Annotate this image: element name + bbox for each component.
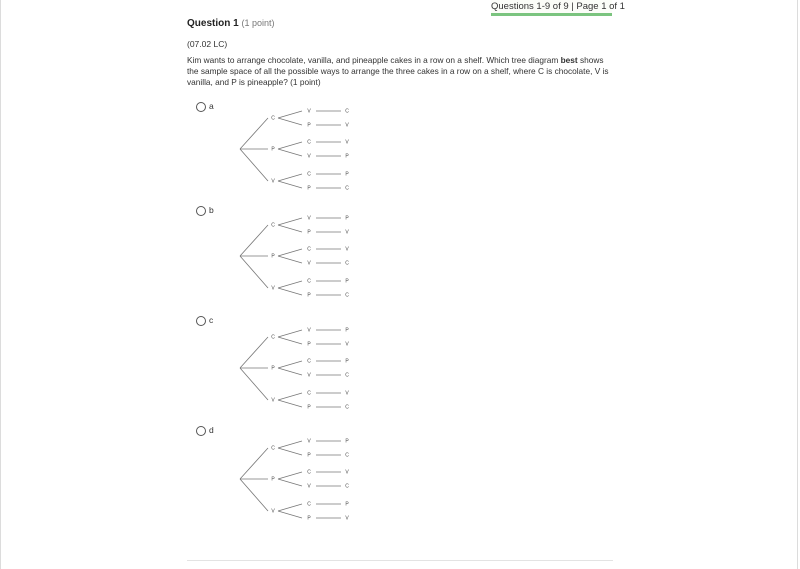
tree-node-level3: C bbox=[345, 452, 349, 459]
tree-node-level2: P bbox=[307, 122, 311, 129]
tree-node-level1: P bbox=[271, 146, 275, 153]
option-b-radio[interactable] bbox=[196, 206, 206, 216]
tree-branch-line bbox=[278, 174, 302, 181]
tree-node-level2: V bbox=[307, 108, 311, 115]
tree-node-level2: P bbox=[307, 515, 311, 522]
option-b-tree-diagram bbox=[230, 207, 370, 305]
tree-node-level2: V bbox=[307, 260, 311, 267]
tree-branch-line bbox=[240, 368, 268, 400]
option-d-tree-diagram bbox=[230, 430, 370, 528]
tree-node-level2: V bbox=[307, 372, 311, 379]
tree-branch-line bbox=[278, 142, 302, 149]
tree-node-level2: P bbox=[307, 404, 311, 411]
question-text-part: Kim wants to arrange chocolate, vanilla, and pineapple cakes in a row on a shelf. Which tree diagram bbox=[187, 55, 561, 65]
tree-branch-line bbox=[240, 256, 268, 288]
tree-branch-line bbox=[278, 118, 302, 125]
option-b-label: b bbox=[209, 205, 214, 215]
tree-branch-line bbox=[240, 479, 268, 511]
tree-node-level3: V bbox=[345, 515, 349, 522]
tree-node-level3: P bbox=[345, 501, 349, 508]
tree-node-level3: P bbox=[345, 153, 349, 160]
tree-node-level1: C bbox=[271, 222, 275, 229]
tree-node-level1: V bbox=[271, 178, 275, 185]
tree-node-level2: V bbox=[307, 327, 311, 334]
tree-branch-line bbox=[240, 337, 268, 368]
tree-branch-line bbox=[278, 149, 302, 156]
tree-node-level3: V bbox=[345, 229, 349, 236]
tree-branch-line bbox=[278, 441, 302, 448]
tree-node-level2: C bbox=[307, 278, 311, 285]
tree-branch-line bbox=[278, 361, 302, 368]
tree-node-level2: C bbox=[307, 139, 311, 146]
tree-node-level3: P bbox=[345, 438, 349, 445]
tree-node-level3: P bbox=[345, 215, 349, 222]
tree-branch-line bbox=[240, 448, 268, 479]
tree-node-level1: P bbox=[271, 365, 275, 372]
tree-node-level3: C bbox=[345, 260, 349, 267]
tree-node-level3: P bbox=[345, 278, 349, 285]
tree-branch-line bbox=[240, 149, 268, 181]
tree-branch-line bbox=[278, 281, 302, 288]
tree-node-level1: P bbox=[271, 476, 275, 483]
option-a-radio[interactable] bbox=[196, 102, 206, 112]
option-d-label: d bbox=[209, 425, 214, 435]
question-text-part: shows the sample space of all the possible ways to arrange the three cakes in a row on a shelf, where C is chocolate, V is vanilla, and P is pineapple? (1 point) bbox=[187, 55, 609, 87]
tree-node-level3: C bbox=[345, 483, 349, 490]
tree-node-level1: C bbox=[271, 445, 275, 452]
tree-branch-line bbox=[278, 479, 302, 486]
tree-node-level2: C bbox=[307, 501, 311, 508]
tree-node-level3: V bbox=[345, 469, 349, 476]
tree-node-level2: C bbox=[307, 390, 311, 397]
tree-node-level2: P bbox=[307, 341, 311, 348]
tree-node-level3: V bbox=[345, 139, 349, 146]
right-edge bbox=[797, 0, 798, 569]
tree-node-level2: P bbox=[307, 229, 311, 236]
tree-branch-line bbox=[278, 181, 302, 188]
question-text-emphasis: best bbox=[560, 55, 578, 65]
tree-node-level3: V bbox=[345, 341, 349, 348]
tree-node-level2: C bbox=[307, 358, 311, 365]
option-d-radio[interactable] bbox=[196, 426, 206, 436]
tree-node-level3: P bbox=[345, 171, 349, 178]
tree-node-level3: V bbox=[345, 390, 349, 397]
tree-node-level2: C bbox=[307, 246, 311, 253]
option-c-label: c bbox=[209, 315, 214, 325]
option-a-label: a bbox=[209, 101, 214, 111]
question-title-text: Question 1 bbox=[187, 18, 239, 29]
option-c-radio[interactable] bbox=[196, 316, 206, 326]
tree-node-level1: V bbox=[271, 285, 275, 292]
tree-node-level2: C bbox=[307, 469, 311, 476]
tree-branch-line bbox=[278, 337, 302, 344]
tree-branch-line bbox=[278, 330, 302, 337]
tree-node-level2: V bbox=[307, 215, 311, 222]
tree-branch-line bbox=[278, 249, 302, 256]
tree-node-level3: C bbox=[345, 292, 349, 299]
tree-node-level2: V bbox=[307, 483, 311, 490]
bottom-divider bbox=[187, 560, 613, 561]
tree-branch-line bbox=[278, 288, 302, 295]
tree-node-level3: C bbox=[345, 185, 349, 192]
tree-node-level1: P bbox=[271, 253, 275, 260]
tree-node-level2: V bbox=[307, 438, 311, 445]
tree-node-level3: P bbox=[345, 358, 349, 365]
left-edge bbox=[0, 0, 1, 569]
question-text bbox=[187, 55, 615, 88]
tree-node-level3: V bbox=[345, 246, 349, 253]
tree-node-level1: C bbox=[271, 334, 275, 341]
tree-branch-line bbox=[278, 218, 302, 225]
tree-branch-line bbox=[278, 511, 302, 518]
tree-node-level2: P bbox=[307, 292, 311, 299]
option-a-tree-diagram bbox=[230, 100, 370, 198]
tree-node-level2: P bbox=[307, 185, 311, 192]
tree-node-level2: P bbox=[307, 452, 311, 459]
tree-branch-line bbox=[278, 368, 302, 375]
tree-branch-line bbox=[278, 111, 302, 118]
tree-branch-line bbox=[278, 448, 302, 455]
question-points: (1 point) bbox=[241, 18, 275, 28]
tree-branch-line bbox=[278, 393, 302, 400]
tree-branch-line bbox=[278, 472, 302, 479]
question-pager[interactable]: Questions 1-9 of 9 | Page 1 of 1 bbox=[491, 0, 612, 16]
tree-branch-line bbox=[278, 400, 302, 407]
tree-branch-line bbox=[278, 504, 302, 511]
tree-branch-line bbox=[240, 225, 268, 256]
tree-node-level1: V bbox=[271, 508, 275, 515]
tree-node-level3: C bbox=[345, 372, 349, 379]
tree-branch-line bbox=[278, 256, 302, 263]
tree-node-level2: V bbox=[307, 153, 311, 160]
tree-node-level3: C bbox=[345, 404, 349, 411]
tree-node-level2: C bbox=[307, 171, 311, 178]
question-title bbox=[187, 18, 275, 29]
tree-node-level1: C bbox=[271, 115, 275, 122]
tree-node-level3: C bbox=[345, 108, 349, 115]
tree-node-level3: V bbox=[345, 122, 349, 129]
tree-branch-line bbox=[278, 225, 302, 232]
question-code: (07.02 LC) bbox=[187, 39, 228, 49]
tree-branch-line bbox=[240, 118, 268, 149]
option-c-tree-diagram bbox=[230, 319, 370, 417]
tree-node-level1: V bbox=[271, 397, 275, 404]
tree-node-level3: P bbox=[345, 327, 349, 334]
